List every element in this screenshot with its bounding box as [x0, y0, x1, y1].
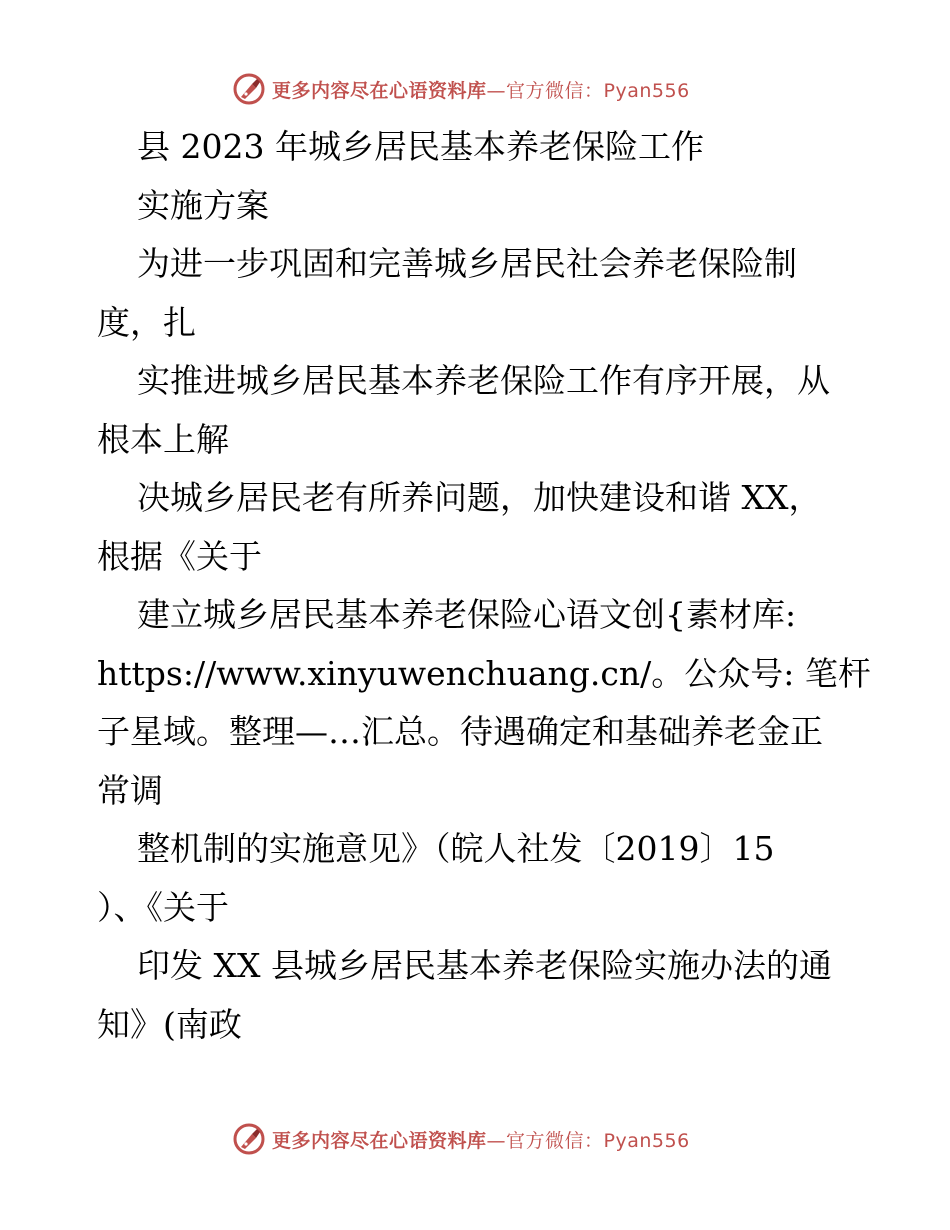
banner-site-text: 更多内容尽在心语资料库	[272, 79, 487, 102]
body-line: 决城乡居民老有所养问题，加快建设和谐 XX，	[137, 478, 822, 517]
pen-nib-seal-icon	[232, 72, 266, 106]
body-line: 为进一步巩固和完善城乡居民社会养老保险制	[137, 244, 797, 283]
document-body	[97, 118, 871, 1054]
banner-handle: Pyan556	[603, 1129, 690, 1152]
body-line: 常调	[97, 770, 163, 810]
banner-dash: —	[486, 1129, 507, 1152]
banner-handle: Pyan556	[603, 79, 690, 102]
pen-nib-seal-icon	[232, 1122, 266, 1156]
banner-text	[272, 76, 690, 103]
body-line: 度，扎	[97, 302, 196, 342]
banner-official-text: 官方微信：	[506, 79, 604, 102]
body-line: 子星域。整理—…汇总。待遇确定和基础养老金正	[97, 712, 823, 751]
banner-dash: —	[486, 79, 507, 102]
banner-site-text: 更多内容尽在心语资料库	[272, 1129, 487, 1152]
title-line-2: 实施方案	[137, 185, 269, 225]
body-line: ）、《关于	[97, 887, 229, 927]
body-line: 印发 XX 县城乡居民基本养老保险实施办法的通	[137, 946, 832, 985]
banner-official-text: 官方微信：	[506, 1129, 604, 1152]
title-line-1: 县 2023 年城乡居民基本养老保险工作	[137, 127, 704, 166]
banner-text	[272, 1126, 690, 1153]
body-line: 根据《关于	[97, 536, 262, 576]
body-line: 建立城乡居民基本养老保险心语文创{素材库:	[137, 595, 797, 634]
footer-watermark-banner	[232, 1122, 752, 1156]
body-line: 整机制的实施意见》（皖人社发〔2019〕15	[137, 829, 775, 868]
body-line: 知》(南政	[97, 1004, 242, 1044]
header-watermark-banner	[232, 72, 752, 106]
body-line: 根本上解	[97, 419, 229, 459]
body-line: 实推进城乡居民基本养老保险工作有序开展，从	[137, 361, 830, 400]
body-line-url: https://www.xinyuwenchuang.cn/。公众号: 笔杆	[97, 653, 871, 693]
